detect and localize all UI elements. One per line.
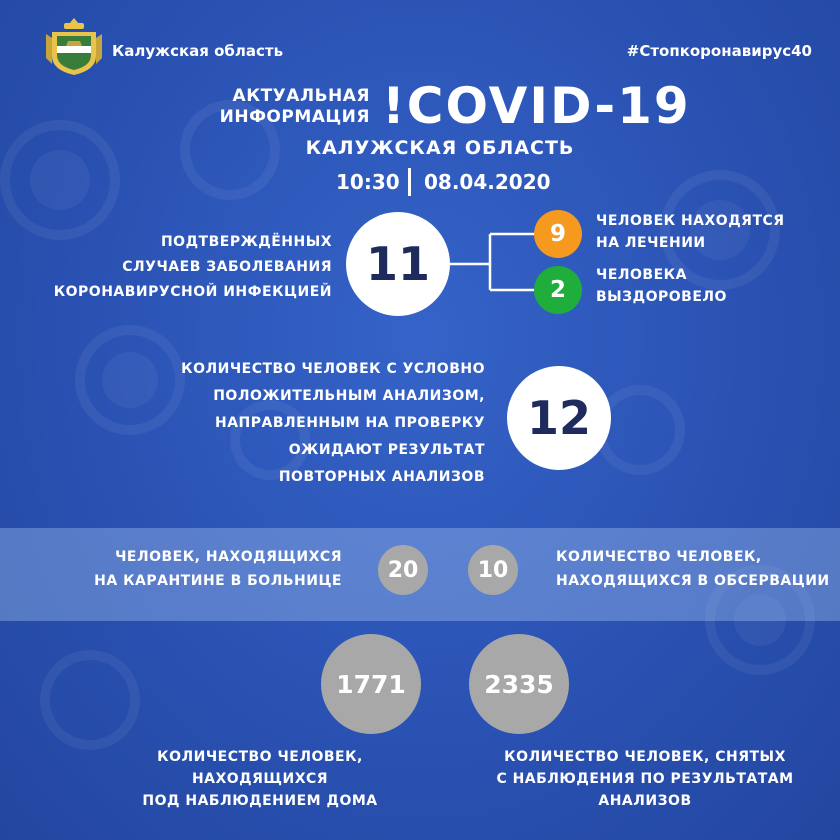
title-line-2: ИНФОРМАЦИЯ — [219, 107, 370, 127]
home-observation-count: 1771 — [336, 669, 406, 699]
hospital-quarantine-label — [94, 545, 342, 593]
page-subtitle: КАЛУЖСКАЯ ОБЛАСТЬ — [305, 137, 575, 159]
region-name: Калужская область — [112, 42, 284, 60]
confirmed-label-line: СЛУЧАЕВ ЗАБОЛЕВАНИЯ — [122, 259, 332, 275]
confirmed-label-line: КОРОНАВИРУСНОЙ ИНФЕКЦИЕЙ — [53, 284, 332, 300]
in-treatment-label — [596, 210, 785, 254]
removed-circle — [469, 634, 569, 734]
observation-count: 10 — [477, 557, 509, 583]
recovered-label-line: ВЫЗДОРОВЕЛО — [596, 289, 727, 305]
conditional-label-line: НАПРАВЛЕННЫМ НА ПРОВЕРКУ — [214, 415, 485, 431]
coat-of-arms-icon — [42, 14, 106, 78]
report-date: 08.04.2020 — [424, 170, 551, 194]
conditional-count-circle — [507, 366, 611, 470]
in-treatment-circle — [534, 210, 582, 258]
report-time: 10:30 — [336, 170, 400, 194]
confirmed-label-line: ПОДТВЕРЖДЁННЫХ — [160, 234, 332, 250]
recovered-label — [596, 264, 727, 308]
observation-label-line: НАХОДЯЩИХСЯ В ОБСЕРВАЦИИ — [556, 573, 830, 589]
observation-circle — [468, 545, 518, 595]
conditional-label — [181, 356, 485, 491]
home-observation-label-line: КОЛИЧЕСТВО ЧЕЛОВЕК, НАХОДЯЩИХСЯ — [157, 749, 363, 787]
in-treatment-label-line: ЧЕЛОВЕК НАХОДЯТСЯ — [596, 213, 785, 229]
title-line-1: АКТУАЛЬНАЯ — [232, 86, 370, 106]
hashtag: #Стопкоронавирус40 — [626, 42, 812, 60]
hospital-quarantine-count: 20 — [387, 557, 419, 583]
home-observation-label — [90, 746, 430, 812]
title-prefix — [200, 86, 370, 128]
recovered-circle — [534, 266, 582, 314]
confirmed-count-circle — [346, 212, 450, 316]
conditional-count: 12 — [526, 391, 591, 445]
confirmed-label — [54, 230, 332, 305]
hospital-quarantine-circle — [378, 545, 428, 595]
in-treatment-count: 9 — [549, 221, 566, 247]
connector-lines — [448, 230, 538, 300]
conditional-label-line: ОЖИДАЮТ РЕЗУЛЬТАТ — [288, 442, 485, 458]
conditional-label-line: КОЛИЧЕСТВО ЧЕЛОВЕК С УСЛОВНО — [181, 361, 485, 377]
home-observation-circle — [321, 634, 421, 734]
hospital-quarantine-label-line: ЧЕЛОВЕК, НАХОДЯЩИХСЯ — [115, 549, 342, 565]
removed-label — [455, 746, 835, 812]
conditional-label-line: ПОЛОЖИТЕЛЬНЫМ АНАЛИЗОМ, — [213, 388, 485, 404]
recovered-count: 2 — [549, 277, 566, 303]
hospital-quarantine-label-line: НА КАРАНТИНЕ В БОЛЬНИЦЕ — [94, 573, 342, 589]
home-observation-label-line: ПОД НАБЛЮДЕНИЕМ ДОМА — [142, 793, 378, 809]
observation-label — [556, 545, 830, 593]
removed-label-line: КОЛИЧЕСТВО ЧЕЛОВЕК, СНЯТЫХ — [504, 749, 786, 765]
observation-label-line: КОЛИЧЕСТВО ЧЕЛОВЕК, — [556, 549, 762, 565]
time-date-divider — [408, 168, 411, 196]
in-treatment-label-line: НА ЛЕЧЕНИИ — [596, 235, 706, 251]
removed-label-line: С НАБЛЮДЕНИЯ ПО РЕЗУЛЬТАТАМ АНАЛИЗОВ — [496, 771, 794, 809]
page-title: !COVID-19 — [382, 77, 691, 135]
recovered-label-line: ЧЕЛОВЕКА — [596, 267, 687, 283]
confirmed-count: 11 — [365, 237, 430, 291]
removed-count: 2335 — [484, 669, 554, 699]
conditional-label-line: ПОВТОРНЫХ АНАЛИЗОВ — [278, 469, 485, 485]
